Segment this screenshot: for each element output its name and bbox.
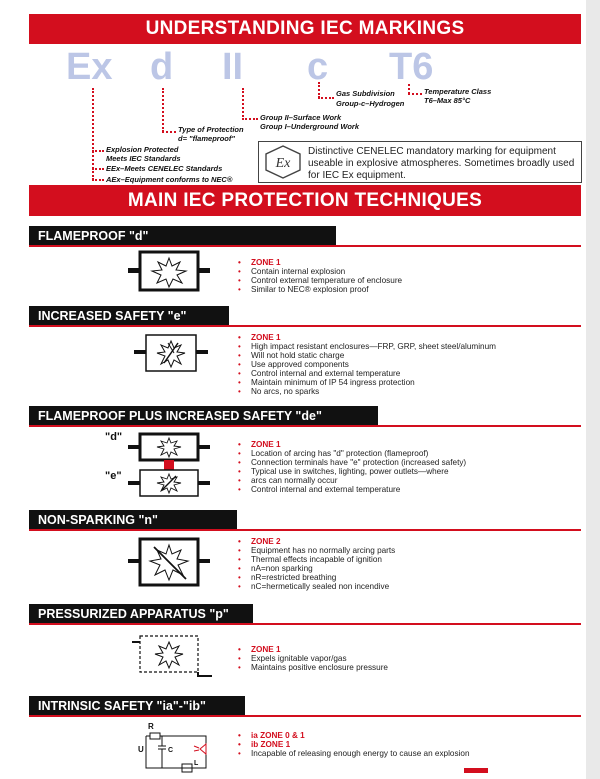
cenelec-box — [258, 141, 582, 183]
bullet-item: • Equipment has no normally arcing parts — [237, 546, 395, 555]
connector-d-h — [162, 131, 176, 133]
bullet-item: • nC=hermetically sealed non incendive — [237, 582, 395, 591]
circuit-r-label: R — [148, 722, 154, 731]
section-intrinsic-title: INTRINSIC SAFETY "ia"-"ib" — [29, 696, 245, 716]
connector-c-h — [318, 97, 334, 99]
marking-ii: II — [222, 46, 244, 88]
page-edge — [586, 0, 600, 779]
section-pressurized-bullets — [237, 645, 388, 672]
section-pressurized-rule — [29, 623, 581, 625]
bullet-item: • Maintain minimum of IP 54 ingress protection — [237, 378, 496, 387]
section-flameproof-rule — [29, 245, 581, 247]
bullet-item: • Maintains positive enclosure pressure — [237, 663, 388, 672]
bullet-item: • Incapable of releasing enough energy to cause an explosion — [237, 749, 470, 758]
footer-mark — [464, 768, 488, 773]
bullet-item: • Contain internal explosion — [237, 267, 402, 276]
intrinsic-circuit-icon — [136, 720, 226, 774]
ex-hexagon-text: Ex — [275, 156, 291, 171]
connector-ex-h2 — [92, 168, 104, 170]
bullet-item: • nA=non sparking — [237, 564, 395, 573]
bullet-item: • Control internal and external temperature — [237, 485, 466, 494]
marking-c: c — [307, 46, 329, 88]
techniques-title: MAIN IEC PROTECTION TECHNIQUES — [29, 185, 581, 216]
zone-label: • ZONE 1 — [237, 258, 402, 267]
label-flameproof-def: d= "flameproof" — [178, 134, 235, 143]
circuit-l-label: L — [194, 760, 199, 767]
label-aex: AEx–Equipment conforms to NEC® — [106, 175, 233, 184]
section-intrinsic-bullets — [237, 731, 470, 758]
marking-ex: Ex — [66, 46, 113, 88]
section-flameproof-title: FLAMEPROOF "d" — [29, 226, 336, 246]
bullet-item: • Connection terminals have "e" protection (increased safety) — [237, 458, 466, 467]
bullet-item: • Thermal effects incapable of ignition — [237, 555, 395, 564]
bullet-item: • Location of arcing has "d" protection (flameproof) — [237, 449, 466, 458]
zone-label: • ia ZONE 0 & 1 — [237, 731, 470, 740]
connector-ex — [92, 88, 94, 180]
label-explosion-protected: Explosion Protected — [106, 145, 179, 154]
section-non-sparking-rule — [29, 529, 581, 531]
label-type-protection: Type of Protection — [178, 125, 244, 134]
marking-d: d — [150, 46, 174, 88]
section-increased-safety-rule — [29, 325, 581, 327]
zone-label: • ZONE 2 — [237, 537, 395, 546]
zone-label: • ZONE 1 — [237, 645, 388, 654]
d-label: "d" — [105, 431, 123, 443]
connector-t6-h — [408, 93, 422, 95]
zone-label: • ZONE 1 — [237, 333, 496, 342]
bullet-item: • arcs can normally occur — [237, 476, 466, 485]
label-temp-class: Temperature Class — [424, 87, 492, 96]
connector-ii-h — [242, 118, 258, 120]
label-meets-iec: Meets IEC Standards — [106, 154, 181, 163]
circuit-c-label: C — [168, 747, 174, 754]
label-gas-subdivision: Gas Subdivision — [336, 89, 395, 98]
bullet-item: • Use approved components — [237, 360, 496, 369]
label-group-c: Group-c–Hydrogen — [336, 99, 405, 108]
connector-ex-h1 — [92, 150, 104, 152]
section-de-rule — [29, 425, 581, 427]
flameproof-enclosure-icon — [128, 250, 210, 292]
ex-hexagon-icon — [263, 144, 303, 180]
label-group-surface: Group II–Surface Work — [260, 113, 342, 122]
cenelec-text: Distinctive CENELEC mandatory marking for equipment useable in explosive atmospheres. Sometimes broadly used for IEC Ex equipment. — [308, 146, 575, 181]
section-pressurized-title: PRESSURIZED APPARATUS "p" — [29, 604, 253, 624]
e-label: "e" — [105, 470, 122, 482]
zone-label-2: • ib ZONE 1 — [237, 740, 470, 749]
bullet-item: • Similar to NEC® explosion proof — [237, 285, 402, 294]
pressurized-enclosure-icon — [132, 634, 212, 678]
section-non-sparking-bullets — [237, 537, 395, 591]
label-temp-max: T6–Max 85°C — [424, 96, 471, 105]
connector-ii — [242, 88, 244, 120]
section-increased-safety-title: INCREASED SAFETY "e" — [29, 306, 229, 326]
bullet-item: • Expels ignitable vapor/gas — [237, 654, 388, 663]
marking-t6: T6 — [389, 46, 434, 88]
section-non-sparking-title: NON-SPARKING "n" — [29, 510, 237, 530]
non-sparking-enclosure-icon — [128, 537, 212, 587]
label-group-underground: Group I–Underground Work — [260, 122, 360, 131]
circuit-u-label: U — [138, 745, 144, 754]
connector-c — [318, 82, 320, 98]
label-eex: EEx–Meets CENELEC Standards — [106, 164, 223, 173]
bullet-item: • Control internal and external temperature — [237, 369, 496, 378]
bullet-item: • Control external temperature of enclosure — [237, 276, 402, 285]
bullet-item: • No arcs, no sparks — [237, 387, 496, 396]
de-enclosure-icon — [128, 432, 212, 498]
zone-label: • ZONE 1 — [237, 440, 466, 449]
bullet-item: • nR=restricted breathing — [237, 573, 395, 582]
section-flameproof-bullets — [237, 258, 402, 294]
connector-d — [162, 88, 164, 132]
section-de-title: FLAMEPROOF PLUS INCREASED SAFETY "de" — [29, 406, 378, 426]
bullet-item: • High impact resistant enclosures—FRP, GRP, sheet steel/aluminum — [237, 342, 496, 351]
section-increased-safety-bullets — [237, 333, 496, 396]
bullet-item: • Will not hold static charge — [237, 351, 496, 360]
increased-safety-enclosure-icon — [134, 333, 208, 373]
section-de-bullets — [237, 440, 466, 494]
bullet-item: • Typical use in switches, lighting, power outlets—where — [237, 467, 466, 476]
connector-ex-h3 — [92, 179, 104, 181]
section-intrinsic-rule — [29, 715, 581, 717]
markings-title: UNDERSTANDING IEC MARKINGS — [29, 14, 581, 44]
